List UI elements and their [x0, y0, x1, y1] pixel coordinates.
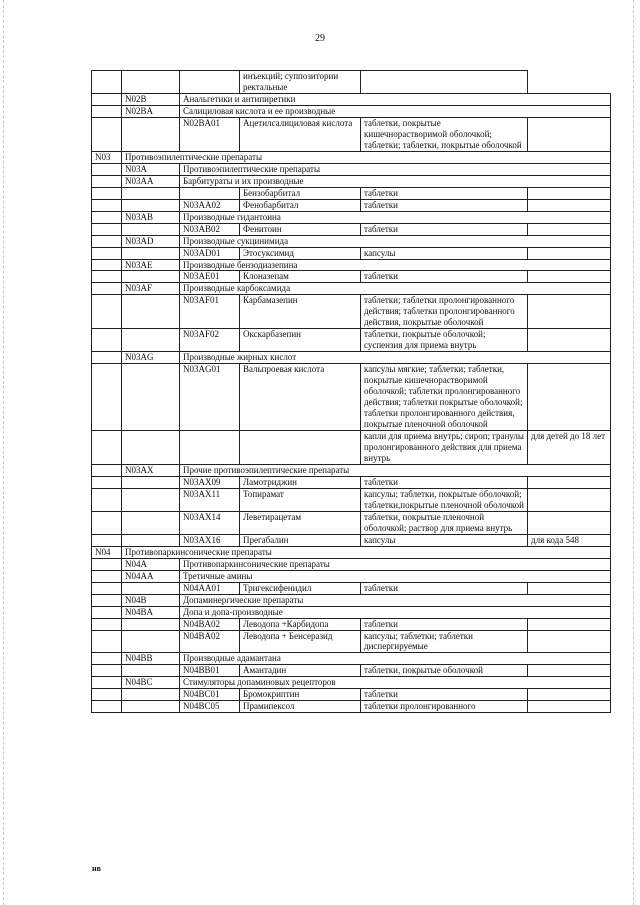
dosage-form-cell: капсулы мягкие; таблетки; таблетки, покрытые кишечнорастворимой оболочкой; таблетки пролонгированного действия; таблетки покрытые оболочкой; таблетки пролонгированного действия, покрытые пленочной оболочкой	[361, 364, 528, 431]
dosage-form-cell: таблетки, покрытые оболочкой	[361, 665, 528, 677]
atc-level2-cell: N03AE	[122, 259, 180, 271]
atc-level1-cell	[92, 677, 122, 689]
dosage-form-cell	[361, 71, 528, 94]
table-row	[92, 175, 611, 187]
group-title-cell: Допа и допа-производные	[180, 606, 611, 618]
group-title-cell: Допаминергические препараты	[180, 594, 611, 606]
dosage-form-cell: капсулы	[361, 534, 528, 546]
atc-level2-cell: N03AD	[122, 235, 180, 247]
table-row	[92, 235, 611, 247]
atc-level1-cell	[92, 271, 122, 283]
atc-code-cell: N03AX11	[180, 488, 240, 511]
note-cell	[528, 199, 611, 211]
dosage-form-cell: таблетки	[361, 187, 528, 199]
drug-name-cell: Карбамазепин	[240, 295, 361, 329]
atc-level1-cell	[92, 329, 122, 352]
atc-level1-cell	[92, 71, 122, 94]
group-title-cell: Противопаркинсонические препараты	[180, 558, 611, 570]
group-title-cell: Производные адамантана	[180, 653, 611, 665]
dosage-form-cell: таблетки, покрытые кишечнорастворимой оболочкой; таблетки; таблетки, покрытые оболочкой	[361, 117, 528, 151]
atc-level2-cell	[122, 534, 180, 546]
note-cell	[528, 665, 611, 677]
atc-level1-cell	[92, 199, 122, 211]
atc-level1-cell	[92, 259, 122, 271]
atc-level2-cell: N04AA	[122, 570, 180, 582]
atc-level2-cell	[122, 665, 180, 677]
drug-name-cell: Окскарбазепин	[240, 329, 361, 352]
note-cell: для детей до 18 лет	[528, 431, 611, 465]
dosage-form-cell: капсулы	[361, 247, 528, 259]
table-row	[92, 295, 611, 329]
note-cell	[528, 187, 611, 199]
atc-level2-cell	[122, 431, 180, 465]
atc-code-cell	[180, 187, 240, 199]
drug-name-cell: Топирамат	[240, 488, 361, 511]
dosage-form-cell: таблетки пролонгированного	[361, 701, 528, 713]
atc-level2-cell	[122, 295, 180, 329]
note-cell	[528, 223, 611, 235]
table-row	[92, 630, 611, 653]
table-row	[92, 283, 611, 295]
atc-code-cell: N04BA02	[180, 630, 240, 653]
dosage-form-cell: капли для приема внутрь; сироп; гранулы пролонгированного действия для приема внутрь	[361, 431, 528, 465]
table-row	[92, 71, 611, 94]
atc-level1-cell	[92, 653, 122, 665]
right-scan-edge	[633, 0, 635, 905]
dosage-form-cell: таблетки	[361, 476, 528, 488]
dosage-form-cell: таблетки	[361, 223, 528, 235]
table-row	[92, 259, 611, 271]
atc-level2-cell	[122, 689, 180, 701]
table-row	[92, 570, 611, 582]
atc-level1-cell	[92, 93, 122, 105]
atc-code-cell: N04BC05	[180, 701, 240, 713]
note-cell	[528, 247, 611, 259]
atc-code-cell: N04BA02	[180, 618, 240, 630]
atc-level2-cell	[122, 71, 180, 94]
atc-code-cell: N04AA01	[180, 582, 240, 594]
atc-code-cell: N03AD01	[180, 247, 240, 259]
drug-name-cell: Амантадин	[240, 665, 361, 677]
table-row	[92, 223, 611, 235]
group-title-cell: Стимуляторы допаминовых рецепторов	[180, 677, 611, 689]
table-row	[92, 677, 611, 689]
atc-level1-cell	[92, 187, 122, 199]
dosage-form-cell: таблетки	[361, 271, 528, 283]
atc-code-cell: N04BC01	[180, 689, 240, 701]
drug-name-cell: Этосуксимид	[240, 247, 361, 259]
atc-level1-cell	[92, 476, 122, 488]
dosage-form-cell: капсулы; таблетки; таблетки диспергируемые	[361, 630, 528, 653]
atc-level2-cell: N03AB	[122, 211, 180, 223]
table-row	[92, 653, 611, 665]
atc-level1-cell: N03	[92, 151, 122, 163]
drug-name-cell: Клоназепам	[240, 271, 361, 283]
atc-level2-cell: N03AG	[122, 352, 180, 364]
group-title-cell: Производные бензодиазепина	[180, 259, 611, 271]
drug-name-cell: Вальпроевая кислота	[240, 364, 361, 431]
group-title-cell: Производные сукцинимида	[180, 235, 611, 247]
atc-level2-cell	[122, 223, 180, 235]
table-row	[92, 163, 611, 175]
atc-level2-cell: N03AA	[122, 175, 180, 187]
atc-level1-cell	[92, 511, 122, 534]
note-cell	[528, 364, 611, 431]
atc-code-cell	[180, 71, 240, 94]
drug-name-cell: Фенитоин	[240, 223, 361, 235]
atc-code-cell: N03AF01	[180, 295, 240, 329]
atc-code-cell: N03AA02	[180, 199, 240, 211]
atc-level2-cell	[122, 476, 180, 488]
atc-level2-cell	[122, 364, 180, 431]
drug-name-cell: Бромокриптин	[240, 689, 361, 701]
atc-level2-cell	[122, 247, 180, 259]
table-row	[92, 594, 611, 606]
table-row	[92, 199, 611, 211]
note-cell	[528, 271, 611, 283]
table-row	[92, 431, 611, 465]
atc-level1-cell	[92, 235, 122, 247]
atc-level2-cell: N04BC	[122, 677, 180, 689]
drug-name-cell: Тригексифенидил	[240, 582, 361, 594]
table-row	[92, 105, 611, 117]
group-title-cell: Производные жирных кислот	[180, 352, 611, 364]
atc-level1-cell	[92, 464, 122, 476]
atc-level2-cell	[122, 618, 180, 630]
footer-mark: нв	[92, 864, 101, 873]
atc-code-cell: N03AE01	[180, 271, 240, 283]
atc-level2-cell: N02BA	[122, 105, 180, 117]
atc-level1-cell	[92, 570, 122, 582]
atc-code-cell	[180, 431, 240, 465]
atc-level2-cell: N03AX	[122, 464, 180, 476]
page-number: 29	[315, 33, 325, 44]
atc-level2-cell: N03AF	[122, 283, 180, 295]
table-row	[92, 488, 611, 511]
atc-level2-cell	[122, 701, 180, 713]
atc-level1-cell	[92, 211, 122, 223]
atc-level2-cell: N04B	[122, 594, 180, 606]
atc-level2-cell	[122, 511, 180, 534]
table-row	[92, 511, 611, 534]
drug-name-cell: Леводопа + Бенсеразид	[240, 630, 361, 653]
drug-name-cell: Леветирацетам	[240, 511, 361, 534]
note-cell	[528, 117, 611, 151]
atc-level1-cell	[92, 117, 122, 151]
atc-level2-cell: N04BA	[122, 606, 180, 618]
atc-level2-cell: N02B	[122, 93, 180, 105]
group-title-cell: Производные карбоксамида	[180, 283, 611, 295]
atc-level1-cell	[92, 689, 122, 701]
atc-level1-cell	[92, 582, 122, 594]
dosage-form-cell: таблетки; таблетки пролонгированного действия; таблетки пролонгированного действия, покрытые оболочкой	[361, 295, 528, 329]
table-row	[92, 558, 611, 570]
atc-level1-cell	[92, 247, 122, 259]
atc-code-cell: N03AX16	[180, 534, 240, 546]
atc-level2-cell: N04A	[122, 558, 180, 570]
atc-level2-cell: N04BB	[122, 653, 180, 665]
table-row	[92, 187, 611, 199]
atc-level2-cell	[122, 630, 180, 653]
table-row	[92, 582, 611, 594]
atc-level1-cell	[92, 431, 122, 465]
atc-level1-cell	[92, 295, 122, 329]
atc-level1-cell	[92, 630, 122, 653]
group-title-cell: Анальгетики и антипиретики	[180, 93, 611, 105]
group-title-cell: Противоэпилептические препараты	[180, 163, 611, 175]
atc-level1-cell	[92, 534, 122, 546]
dosage-form-cell: таблетки, покрытые оболочкой; суспензия для приема внутрь	[361, 329, 528, 352]
dosage-form-cell: таблетки	[361, 582, 528, 594]
atc-code-cell: N02BA01	[180, 117, 240, 151]
table-row	[92, 329, 611, 352]
note-cell	[528, 511, 611, 534]
dosage-form-cell: таблетки	[361, 689, 528, 701]
group-title-cell: Прочие противоэпилептические препараты	[180, 464, 611, 476]
note-cell	[528, 618, 611, 630]
left-scan-edge	[3, 0, 5, 905]
drug-name-cell: Фенобарбитал	[240, 199, 361, 211]
note-cell	[528, 630, 611, 653]
atc-level1-cell: N04	[92, 546, 122, 558]
atc-level1-cell	[92, 488, 122, 511]
medicine-table	[91, 70, 611, 713]
group-title-cell: Третичные амины	[180, 570, 611, 582]
atc-level1-cell	[92, 665, 122, 677]
drug-name-cell: инъекций; суппозитории ректальные	[240, 71, 361, 94]
atc-level2-cell	[122, 488, 180, 511]
drug-name-cell: Прамипексол	[240, 701, 361, 713]
atc-code-cell: N03AX14	[180, 511, 240, 534]
atc-level1-cell	[92, 701, 122, 713]
table-row	[92, 117, 611, 151]
atc-level1-cell	[92, 352, 122, 364]
atc-code-cell: N03AX09	[180, 476, 240, 488]
dosage-form-cell: таблетки	[361, 618, 528, 630]
atc-level2-cell	[122, 187, 180, 199]
atc-level2-cell	[122, 271, 180, 283]
atc-code-cell: N04BB01	[180, 665, 240, 677]
atc-level2-cell	[122, 582, 180, 594]
note-cell	[528, 689, 611, 701]
table-row	[92, 93, 611, 105]
table-row	[92, 247, 611, 259]
drug-name-cell: Ацетилсалициловая кислота	[240, 117, 361, 151]
atc-level1-cell	[92, 283, 122, 295]
note-cell	[528, 329, 611, 352]
note-cell	[528, 488, 611, 511]
table-row	[92, 689, 611, 701]
group-title-cell: Производные гидантоина	[180, 211, 611, 223]
note-cell	[528, 582, 611, 594]
group-title-cell: Противопаркинсонические препараты	[122, 546, 611, 558]
group-title-cell: Салициловая кислота и ее производные	[180, 105, 611, 117]
table-row	[92, 151, 611, 163]
atc-level1-cell	[92, 558, 122, 570]
atc-level1-cell	[92, 594, 122, 606]
atc-code-cell: N03AF02	[180, 329, 240, 352]
note-cell	[528, 701, 611, 713]
group-title-cell: Барбитураты и их производные	[180, 175, 611, 187]
atc-level2-cell	[122, 199, 180, 211]
table-row	[92, 618, 611, 630]
drug-name-cell	[240, 431, 361, 465]
drug-name-cell: Ламотриджин	[240, 476, 361, 488]
dosage-form-cell: таблетки	[361, 199, 528, 211]
dosage-form-cell: таблетки, покрытые пленочной оболочкой; раствор для приема внутрь	[361, 511, 528, 534]
atc-level1-cell	[92, 223, 122, 235]
table-row	[92, 534, 611, 546]
note-cell	[528, 476, 611, 488]
table-row	[92, 476, 611, 488]
atc-level1-cell	[92, 163, 122, 175]
table-row	[92, 546, 611, 558]
note-cell: для кода 548	[528, 534, 611, 546]
atc-level1-cell	[92, 606, 122, 618]
atc-level1-cell	[92, 175, 122, 187]
table-row	[92, 211, 611, 223]
atc-level2-cell	[122, 117, 180, 151]
table-row	[92, 364, 611, 431]
dosage-form-cell: капсулы; таблетки, покрытые оболочкой; таблетки,покрытые пленочной оболочкой	[361, 488, 528, 511]
table-row	[92, 271, 611, 283]
medicine-table-body	[92, 71, 611, 713]
drug-name-cell: Бензобарбитал	[240, 187, 361, 199]
drug-name-cell: Прегабалин	[240, 534, 361, 546]
table-row	[92, 464, 611, 476]
note-cell	[528, 295, 611, 329]
table-row	[92, 352, 611, 364]
table-row	[92, 701, 611, 713]
group-title-cell: Противоэпилептические препараты	[122, 151, 611, 163]
table-row	[92, 606, 611, 618]
atc-code-cell: N03AG01	[180, 364, 240, 431]
drug-name-cell: Леводопа +Карбидопа	[240, 618, 361, 630]
atc-code-cell: N03AB02	[180, 223, 240, 235]
atc-level2-cell	[122, 329, 180, 352]
atc-level1-cell	[92, 364, 122, 431]
atc-level1-cell	[92, 618, 122, 630]
atc-level2-cell: N03A	[122, 163, 180, 175]
atc-level1-cell	[92, 105, 122, 117]
table-row	[92, 665, 611, 677]
